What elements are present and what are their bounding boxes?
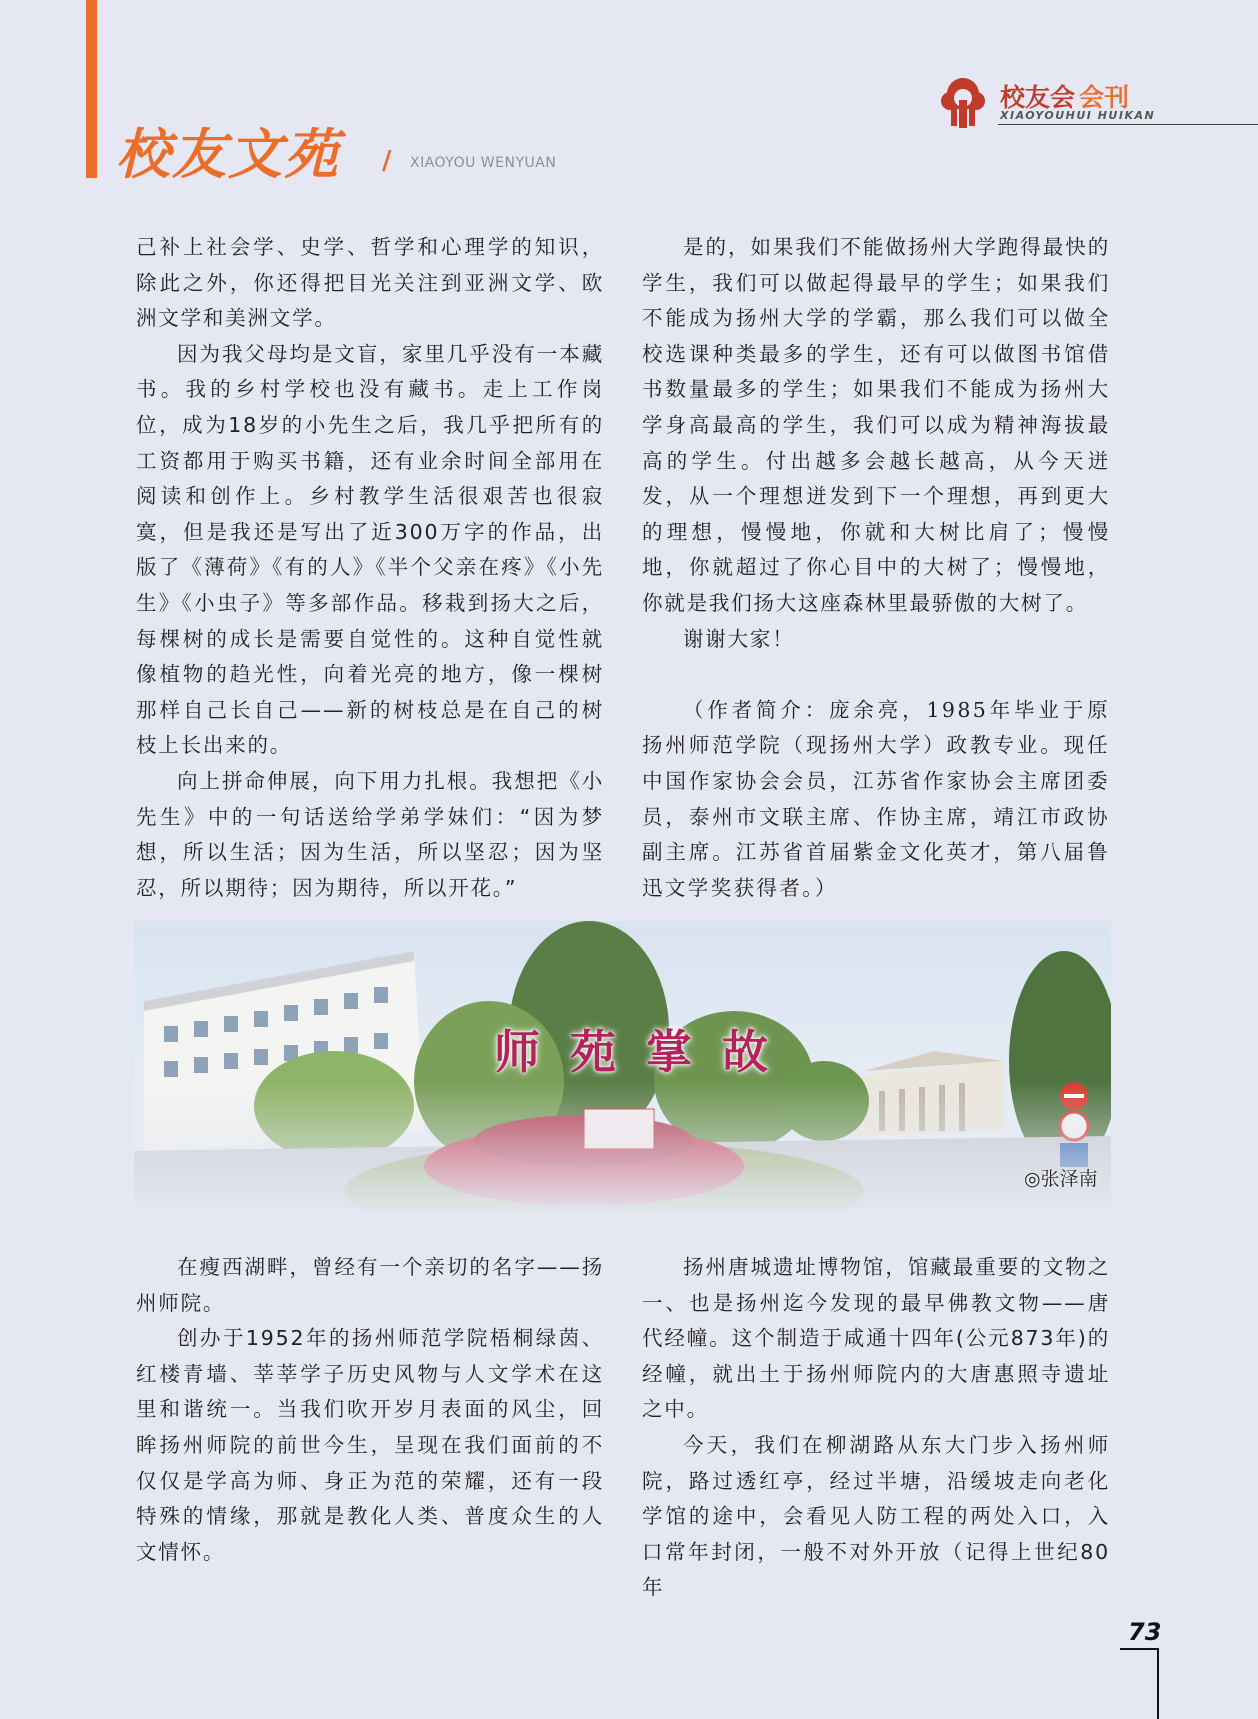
brand-masthead <box>938 74 1258 130</box>
author-bio: （作者简介：庞余亮，1985年毕业于原扬州师范学院（现扬州大学）政教专业。现任中国作家协会会员，江苏省作家协会主席团委员，泰州市文联主席、作协主席，靖江市政协副主席。江苏省首届紫金文化英才，第八届鲁迅文学奖获得者。） <box>642 697 1110 900</box>
blank-line <box>642 657 1110 693</box>
paragraph: 己补上社会学、史学、哲学和心理学的知识，除此之外，你还得把目光关注到亚洲文学、欧洲文学和美洲文学。 <box>136 235 604 331</box>
section-pinyin: XIAOYOU WENYUAN <box>410 155 557 171</box>
paragraph: 在瘦西湖畔，曾经有一个亲切的名字——扬州师院。 <box>136 1255 604 1315</box>
title-slash: / <box>382 146 392 176</box>
banner-title: 师苑掌故 <box>494 1025 798 1079</box>
paragraph: 创办于1952年的扬州师范学院梧桐绿茵、红楼青墙、莘莘学子历史风物与人文学术在这里和谐统一。当我们吹开岁月表面的风尘，回眸扬州师院的前世今生，呈现在我们面前的不仅仅是学高为师、身正为范的荣耀，还有一段特殊的情缘，那就是教化人类、普度众生的人文情怀。 <box>136 1326 604 1564</box>
paragraph: 今天，我们在柳湖路从东大门步入扬州师院，路过透红亭，经过半塘，沿缓坡走向老化学馆的途中，会看见人防工程的两处入口，入口常年封闭，一般不对外开放（记得上世纪80年 <box>642 1432 1110 1600</box>
paragraph: 扬州唐城遗址博物馆，馆藏最重要的文物之一、也是扬州迄今发现的最早佛教文物——唐代经幢。这个制造于咸通十四年(公元873年)的经幢，就出土于扬州师院内的大唐惠照寺遗址之中。 <box>642 1255 1110 1422</box>
page-number: 73 <box>1128 1618 1162 1646</box>
top-left-column <box>136 230 604 906</box>
brand-suffix: 会刊 <box>1079 83 1130 112</box>
top-right-column <box>642 230 1110 906</box>
page-number-rule <box>1120 1648 1158 1650</box>
page-number-rule-vertical <box>1157 1648 1159 1719</box>
brand-divider <box>998 124 1258 125</box>
paragraph: 谢谢大家！ <box>683 626 795 651</box>
brand-name-text: 校友会 <box>1000 83 1076 112</box>
bottom-right-column <box>642 1250 1110 1606</box>
paragraph: 是的，如果我们不能做扬州大学跑得最快的学生，我们可以做起得最早的学生；如果我们不能成为扬州大学的学霸，那么我们可以做全校选课种类最多的学生，还有可以做图书馆借书数量最多的学生；如果我们不能成为扬州大学身高最高的学生，我们可以成为精神海拔最高的学生。付出越多会越长越高，从今天迸发，从一个理想迸发到下一个理想，再到更大的理想，慢慢地，你就和大树比肩了；慢慢地，你就超过了你心目中的大树了；慢慢地，你就是我们扬大这座森林里最骄傲的大树了。 <box>642 235 1110 615</box>
paragraph: 因为我父母均是文盲，家里几乎没有一本藏书。我的乡村学校也没有藏书。走上工作岗位，成为18岁的小先生之后，我几乎把所有的工资都用于购买书籍，还有业余时间全部用在阅读和创作上。乡村教学生活很艰苦也很寂寞，但是我还是写出了近300万字的作品，出版了《薄荷》《有的人》《半个父亲在疼》《小先生》《小虫子》等多部作品。移栽到扬大之后，每棵树的成长是需要自觉性的。这种自觉性就像植物的趋光性，向着光亮的地方，像一棵树那样自己长自己——新的树枝总是在自己的树枝上长出来的。 <box>136 341 604 758</box>
accent-bar <box>86 0 97 178</box>
section-title: 校友文苑 <box>116 123 340 186</box>
brand-pinyin: XIAOYOUHUI HUIKAN <box>1000 109 1156 122</box>
bottom-left-column <box>136 1250 604 1570</box>
photo-credit: ◎张泽南 <box>1024 1168 1098 1190</box>
tree-logo-icon <box>938 74 988 130</box>
paragraph: 向上拼命伸展，向下用力扎根。我想把《小先生》中的一句话送给学弟学妹们：“因为梦想，所以生活；因为生活，所以坚忍；因为坚忍，所以期待；因为期待，所以开花。” <box>136 768 604 900</box>
